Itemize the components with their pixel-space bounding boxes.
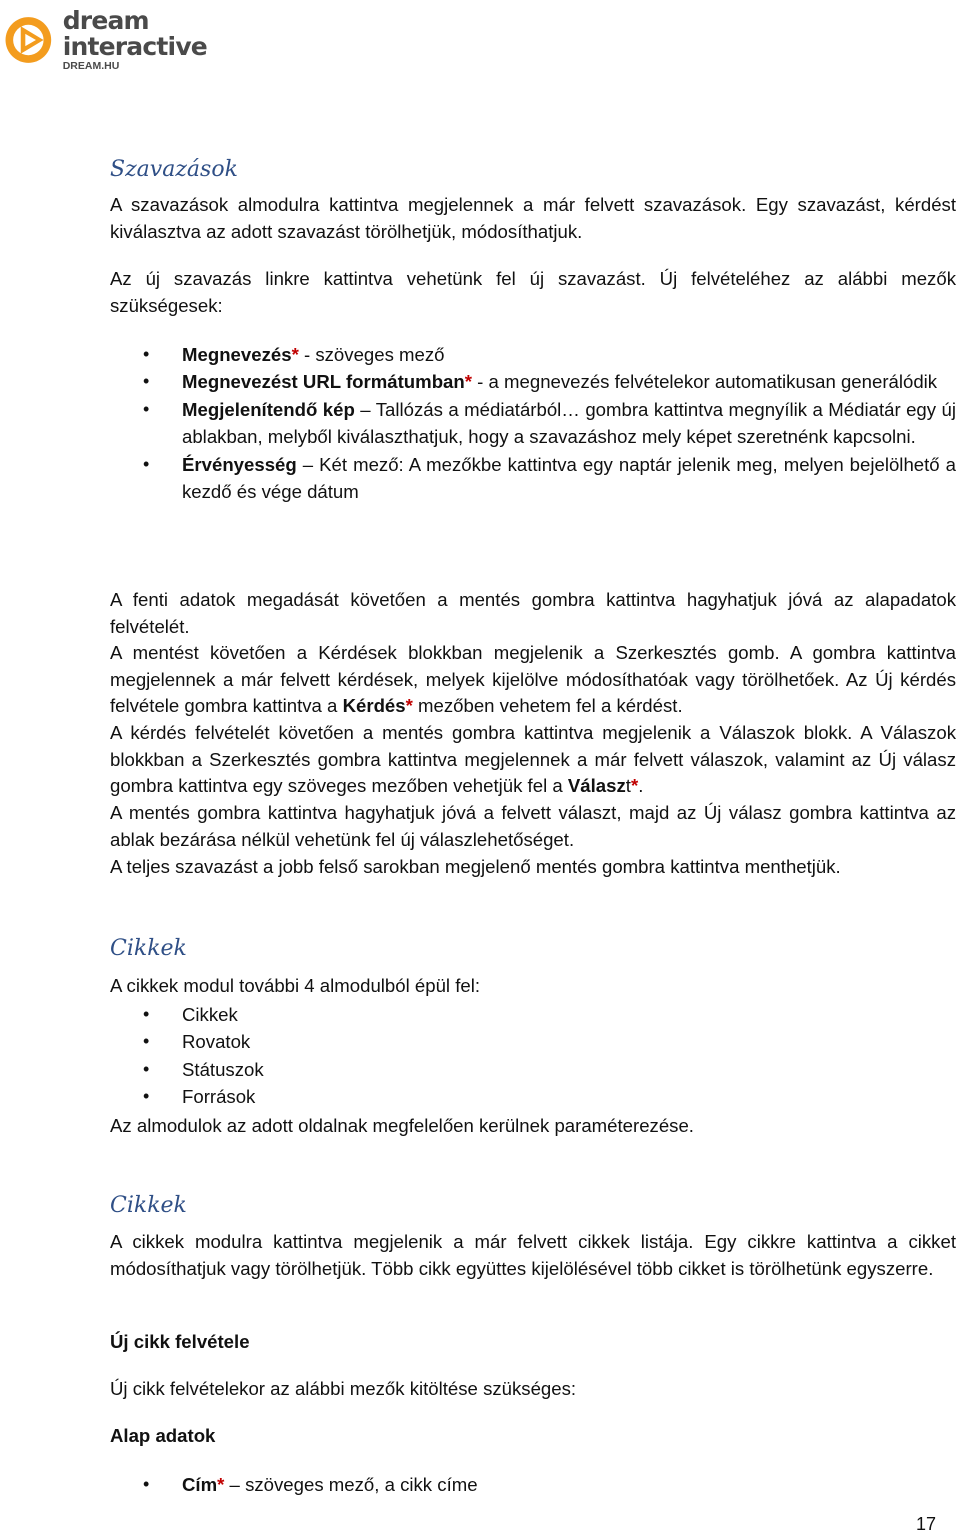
list-item: • Érvényesség – Két mező: A mezőkbe kattintva egy naptár jelenik meg, melyen bejelölhető a kezdő és vége dátum	[110, 451, 956, 506]
s1-paragraph-2: Az új szavazás linkre kattintva vehetünk fel új szavazást. Új felvételéhez az alábbi mezők szükségesek:	[110, 268, 956, 316]
list-item: • Források	[110, 1083, 956, 1110]
logo-brand: dream interactive	[62, 6, 207, 61]
logo-domain: DREAM.HU	[62, 60, 120, 72]
s1-paragraph-4: A mentést követően a Kérdések blokkban megjelenik a Szerkesztés gomb. A gombra kattintva megjelennek a már felvett kérdések, melyek kijelölve módosíthatóak vagy törölhetőek. Az Új kérdés felvétele gombra kattintva a Kérdés* mezőben vehetem fel a kérdést.	[110, 642, 956, 716]
list-item: • Cím* – szöveges mező, a cikk címe	[110, 1471, 956, 1498]
s1-paragraph-5: A kérdés felvételét követően a mentés gombra kattintva megjelenik a Válaszok blokk. A Válaszok blokkban a Szerkesztés gombra kattintva megjelennek a már felvett válaszok, valamint az Új válasz gombra kattintva egy szöveges mezőben vehetjük fel a Választ*.	[110, 722, 956, 796]
list-item: • Megjelenítendő kép – Tallózás a médiatárból… gombra kattintva megnyílik a Médiatár egy új ablakban, melyből kiválaszthatjuk, hogy a szavazáshoz mely képet szeretnénk kapcsolni.	[110, 396, 956, 451]
section-title-cikkek: Cikkek	[110, 936, 187, 961]
s2-submodule-list	[110, 1001, 956, 1111]
dream-play-icon	[4, 8, 53, 72]
s2-paragraph-2: Az almodulok az adott oldalnak megfelelően kerülnek paraméterezése.	[110, 1115, 694, 1136]
page-number: 17	[915, 1514, 936, 1534]
section-title-cikkek-sub: Cikkek	[110, 1193, 187, 1218]
s3-paragraph-1: A cikkek modulra kattintva megjelenik a már felvett cikkek listája. Egy cikkre kattintva a cikket módosíthatjuk vagy törölhetjük. Több cikk együttes kijelölésével több cikket is törölhetünk egyszerre.	[110, 1231, 956, 1279]
subheading-alap-adatok: Alap adatok	[110, 1425, 216, 1446]
list-item: • Megnevezést URL formátumban* - a megnevezés felvételekor automatikusan generálódik	[110, 368, 956, 395]
subheading-uj-cikk: Új cikk felvétele	[110, 1331, 250, 1352]
s1-paragraph-6: A mentés gombra kattintva hagyhatjuk jóvá a felvett választ, majd az Új válasz gombra kattintva az ablak bezárása nélkül vehetünk fel új válaszlehetőséget.	[110, 802, 956, 850]
s1-field-list	[110, 341, 956, 505]
s1-paragraph-1: A szavazások almodulra kattintva megjelennek a már felvett szavazások. Egy szavazást, kérdést kiválasztva az adott szavazást törölhetjük, módosíthatjuk.	[110, 194, 956, 242]
logo	[4, 2, 244, 78]
list-item: • Státuszok	[110, 1056, 956, 1083]
section-title-szavazasok: Szavazások	[110, 157, 238, 182]
s2-paragraph-1: A cikkek modul további 4 almodulból épül fel:	[110, 975, 481, 996]
list-item: • Cikkek	[110, 1001, 956, 1028]
s3-field-list	[110, 1471, 956, 1498]
list-item: • Megnevezés* - szöveges mező	[110, 341, 956, 368]
s1-paragraph-7: A teljes szavazást a jobb felső sarokban megjelenő mentés gombra kattintva menthetjük.	[110, 856, 841, 877]
s1-paragraph-3: A fenti adatok megadását követően a mentés gombra kattintva hagyhatjuk jóvá az alapadatok felvételét.	[110, 589, 956, 637]
s3-paragraph-2: Új cikk felvételekor az alábbi mezők kitöltése szükséges:	[110, 1378, 577, 1399]
list-item: • Rovatok	[110, 1028, 956, 1055]
